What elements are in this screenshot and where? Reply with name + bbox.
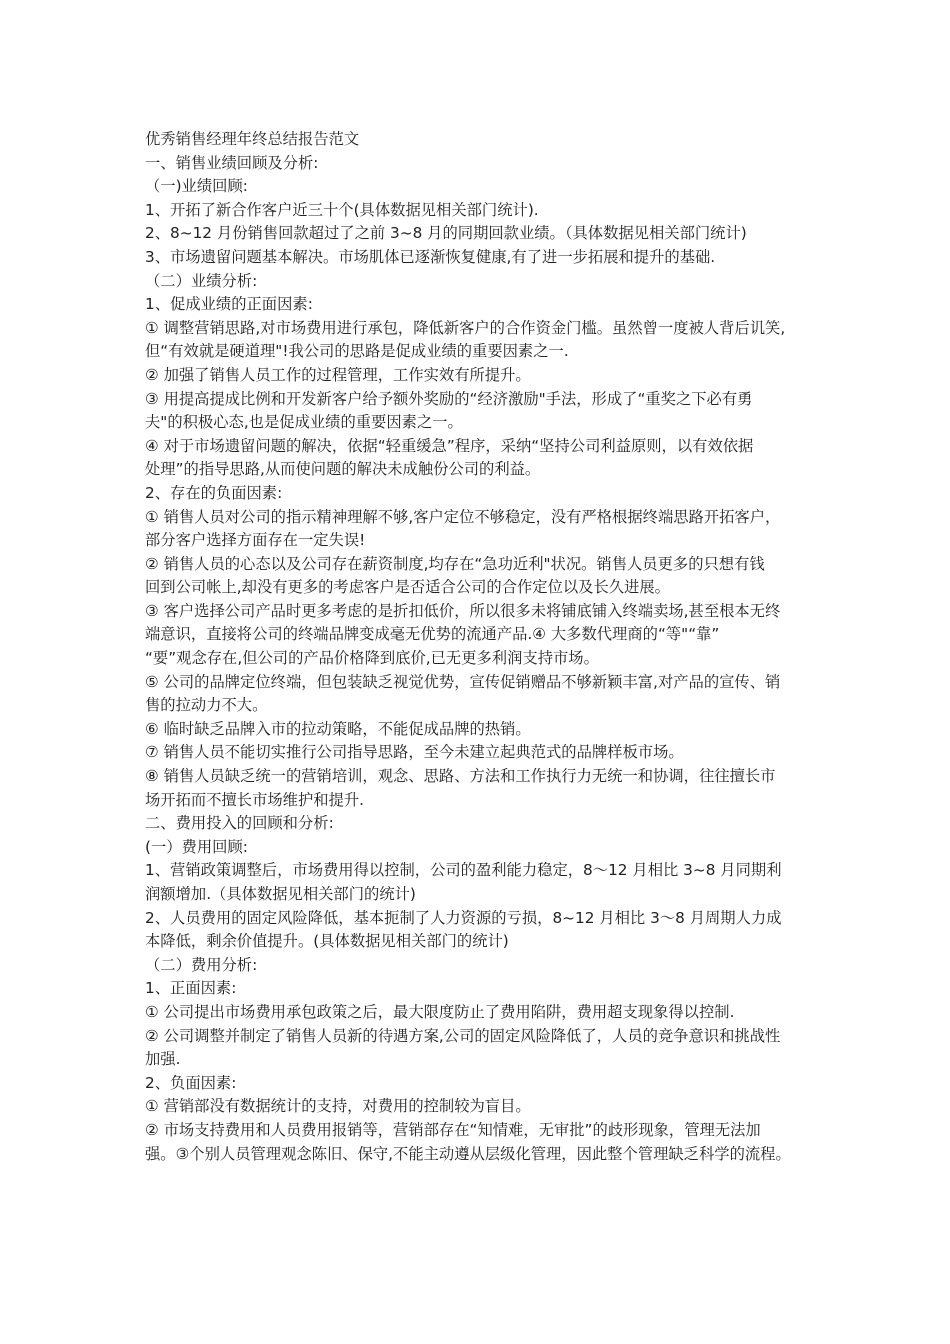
text-line: 2、负面因素:	[145, 1073, 237, 1092]
text-line: ① 调整营销思路,对市场费用进行承包，降低新客户的合作资金门槛。虽然曾一度被人背后讥笑,	[145, 318, 786, 337]
text-line: ⑦ 销售人员不能切实推行公司指导思路，至今未建立起典范式的品牌样板市场。	[145, 743, 684, 762]
section-heading: 一、销售业绩回顾及分析:	[145, 153, 319, 172]
subsection-heading: （二）业绩分析:	[145, 271, 258, 290]
text-line: 场开拓而不擅长市场维护和提升.	[145, 790, 365, 809]
text-line: ① 公司提出市场费用承包政策之后，最大限度防止了费用陷阱，费用超支现象得以控制.	[145, 1002, 735, 1021]
text-line: 强。③个别人员管理观念陈旧、保守,不能主动遵从层级化管理，因此整个管理缺乏科学的流程。	[145, 1144, 791, 1163]
text-line: 2、存在的负面因素:	[145, 483, 283, 502]
text-line: 但“有效就是硬道理"!我公司的思路是促成业绩的重要因素之一.	[145, 342, 569, 361]
text-line: ① 销售人员对公司的指示精神理解不够,客户定位不够稳定，没有严格根据终端思路开拓客户，	[145, 507, 781, 526]
text-line: 润额增加.（具体数据见相关部门的统计)	[145, 885, 416, 903]
text-line: 2、人员费用的固定风险降低，基本扼制了人力资源的亏损，8~12 月相比 3～8 月周期人力成	[145, 908, 782, 927]
text-line: ⑥ 临时缺乏品牌入市的拉动策略，不能促成品牌的热销。	[145, 719, 531, 738]
text-line: ② 销售人员的心态以及公司存在薪资制度,均存在“急功近利"状况。销售人员更多的只想有钱	[145, 554, 765, 573]
text-line: ② 加强了销售人员工作的过程管理，工作实效有所提升。	[145, 365, 531, 384]
text-line: 加强.	[145, 1050, 181, 1069]
text-line: 1、正面因素:	[145, 979, 237, 998]
text-line: ④ 对于市场遗留问题的解决，依据“轻重缓急”程序，采纳“坚持公司利益原则，以有效依据	[145, 436, 754, 455]
text-line: 处理”的指导思路,从而使问题的解决未成触份公司的利益。	[145, 460, 541, 479]
text-line: 回到公司帐上,却没有更多的考虑客户是否适合公司的合作定位以及长久进展。	[145, 578, 670, 597]
text-line: ② 市场支持费用和人员费用报销等，营销部存在“知情难，无审批”的歧形现象，管理无法加	[145, 1120, 761, 1139]
text-line: ⑤ 公司的品牌定位终端，但包装缺乏视觉优势，宣传促销赠品不够新颖丰富,对产品的宣传、销	[145, 672, 781, 691]
text-line: 3、市场遗留问题基本解决。市场肌体已逐渐恢复健康,有了进一步拓展和提升的基础.	[145, 247, 716, 266]
subsection-heading: (一）费用回顾:	[145, 837, 248, 856]
section-heading: 二、费用投入的回顾和分析:	[145, 814, 334, 833]
text-line: ② 公司调整并制定了销售人员新的待遇方案,公司的固定风险降低了，人员的竞争意识和挑战性	[145, 1026, 781, 1045]
text-line: ① 营销部没有数据统计的支持，对费用的控制较为盲目。	[145, 1097, 531, 1116]
text-line: “要”观念存在,但公司的产品价格降到底价,已无更多利润支持市场。	[145, 649, 599, 668]
text-line: 夫"的积极心态,也是促成业绩的重要因素之一。	[145, 413, 463, 432]
text-line: ③ 客户选择公司产品时更多考虑的是折扣低价，所以很多未将铺底铺入终端卖场,甚至根本无终	[145, 601, 781, 620]
text-line: 部分客户选择方面存在一定失误!	[145, 531, 366, 550]
document-title: 优秀销售经理年终总结报告范文	[145, 130, 360, 148]
text-line: 售的拉动力不大。	[145, 696, 268, 715]
text-line: 2、8~12 月份销售回款超过了之前 3~8 月的同期回款业绩。（具体数据见相关部门统计)	[145, 224, 747, 243]
text-line: 本降低，剩余价值提升。(具体数据见相关部门的统计)	[145, 932, 509, 951]
subsection-heading: （一)业绩回顾:	[145, 177, 248, 196]
text-line: 1、营销政策调整后，市场费用得以控制，公司的盈利能力稳定，8～12 月相比 3~8 月同期利	[145, 861, 782, 880]
text-line: ⑧ 销售人员缺乏统一的营销培训，观念、思路、方法和工作执行力无统一和协调，往往擅长市	[145, 767, 776, 786]
document-body	[145, 128, 825, 1166]
text-line: 1、开拓了新合作客户近三十个(具体数据见相关部门统计).	[145, 200, 539, 219]
text-line: 端意识，直接将公司的终端品牌变成毫无优势的流通产品.④ 大多数代理商的“等"“靠”	[145, 625, 720, 644]
text-line: 1、促成业绩的正面因素:	[145, 295, 313, 314]
text-line: ③ 用提高提成比例和开发新客户给予额外奖励的“经济激励"手法，形成了“重奖之下必有勇	[145, 389, 753, 408]
subsection-heading: （二）费用分析:	[145, 955, 258, 974]
